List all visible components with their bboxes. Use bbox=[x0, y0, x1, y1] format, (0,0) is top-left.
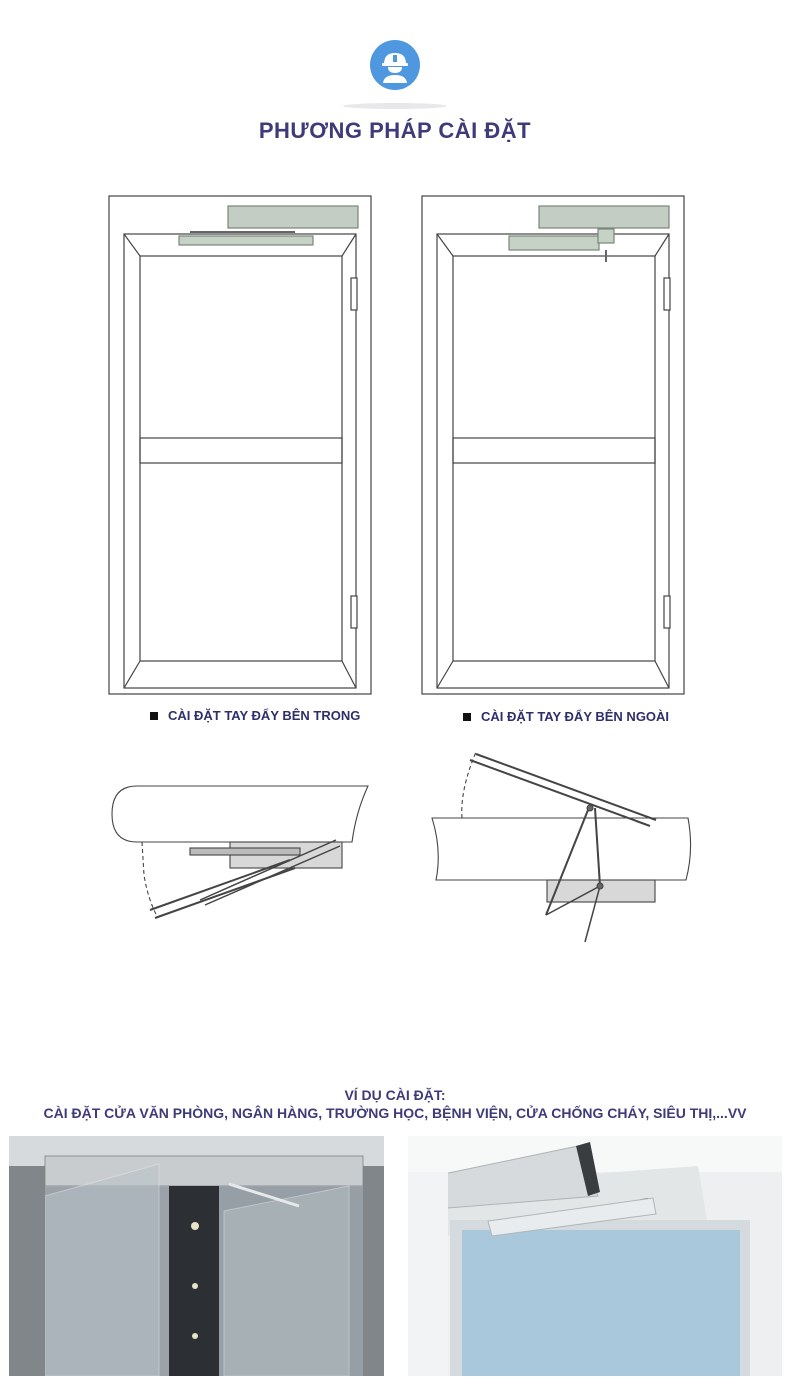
examples-heading: VÍ DỤ CÀI ĐẶT: bbox=[344, 1087, 446, 1103]
caption-inner-arm bbox=[150, 708, 360, 723]
example-photo-glass-doors bbox=[9, 1136, 384, 1376]
top-view-outer bbox=[432, 752, 691, 942]
top-view-inner bbox=[112, 786, 368, 918]
bullet-square-icon bbox=[463, 713, 471, 721]
example-photo-door-closer bbox=[408, 1136, 782, 1376]
examples-subheading: CÀI ĐẶT CỬA VĂN PHÒNG, NGÂN HÀNG, TRƯỜNG HỌC, BỆNH VIỆN, CỬA CHỐNG CHÁY, SIÊU THỊ,...VV bbox=[43, 1105, 747, 1121]
caption-outer-arm-text: CÀI ĐẶT TAY ĐẨY BÊN NGOÀI bbox=[481, 709, 670, 724]
caption-outer-arm bbox=[463, 709, 669, 724]
caption-inner-arm-text: CÀI ĐẶT TAY ĐẨY BÊN TRONG bbox=[168, 708, 361, 723]
door-outer-arm-diagram bbox=[422, 196, 684, 694]
examples-heading-block bbox=[0, 1086, 790, 1122]
page-title: PHƯƠNG PHÁP CÀI ĐẶT bbox=[258, 118, 532, 143]
door-inner-arm-diagram bbox=[109, 196, 371, 694]
bullet-square-icon bbox=[150, 712, 158, 720]
